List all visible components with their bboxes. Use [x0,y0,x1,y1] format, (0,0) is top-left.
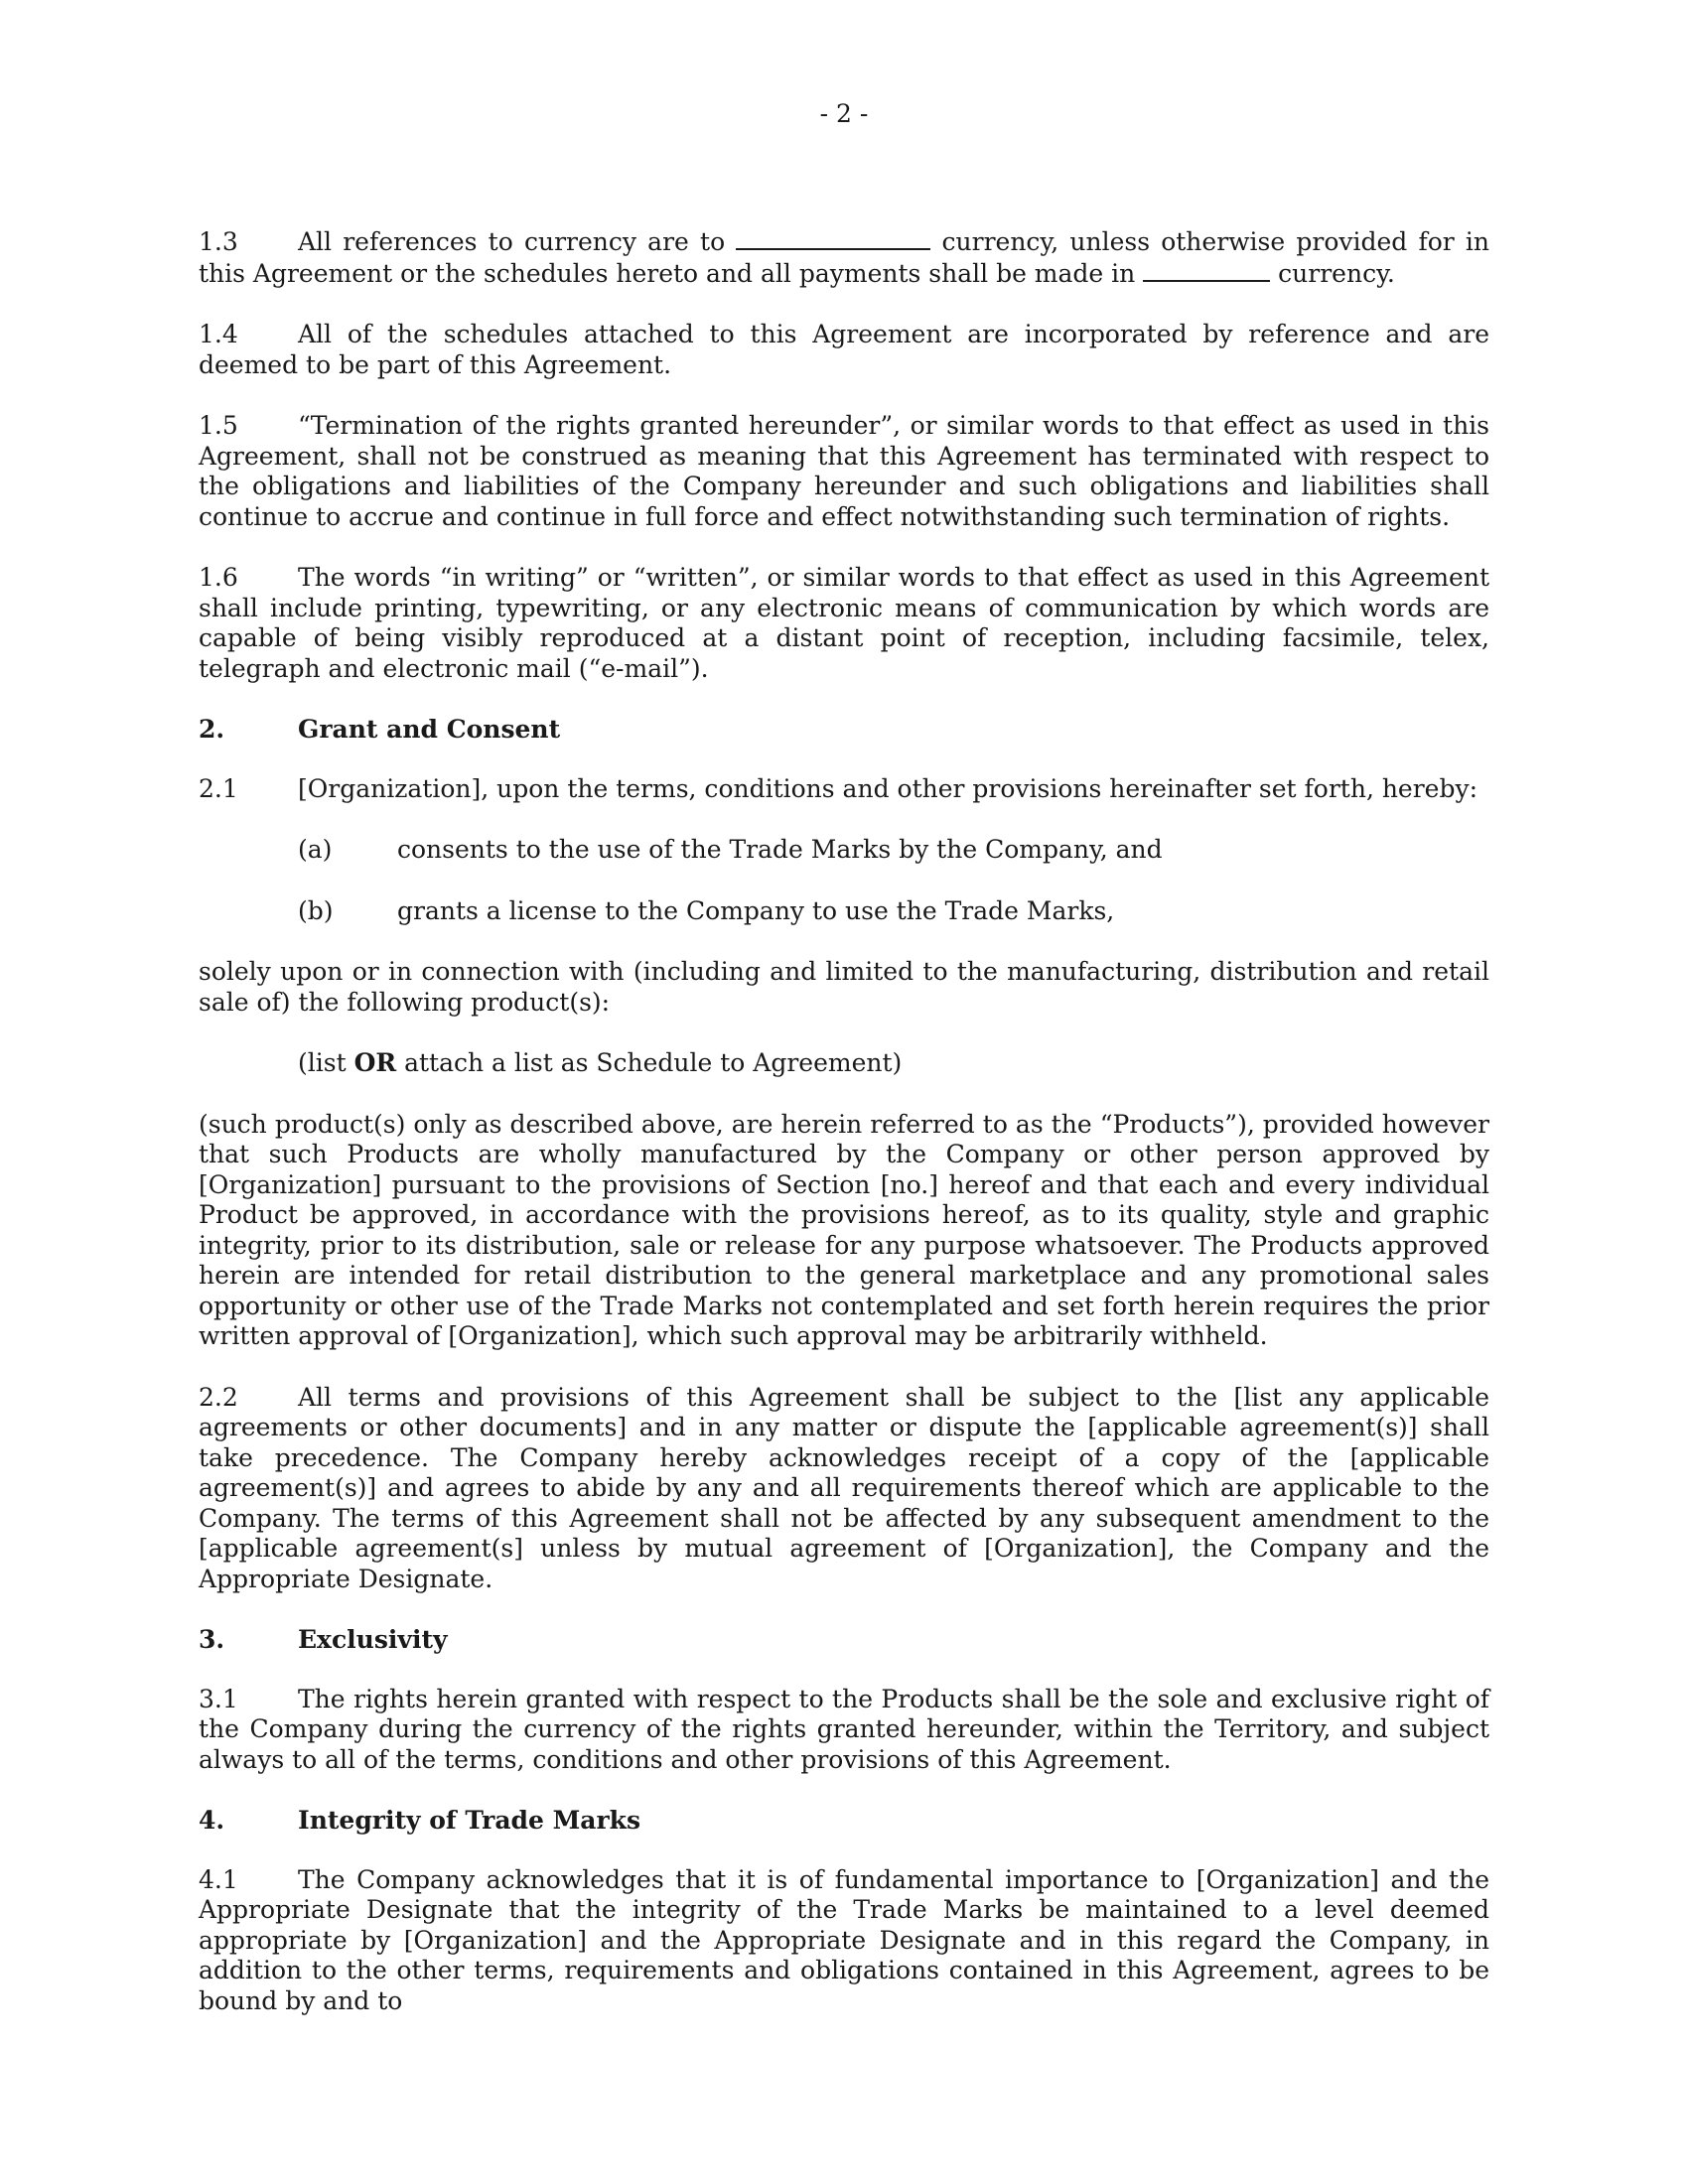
clause-number: 4.1 [199,1864,238,1894]
clause-4-1 [199,1865,1489,2017]
product-list-placeholder: (list OR attach a list as Schedule to Agreement) [298,1048,903,1077]
clause-text: All terms and provisions of this Agreement shall be subject to the [list any applicable agreements or other documents] and in any matter or dispute the [applicable agreement(s)] shall take precedence. The Company hereby acknowledges receipt of a copy of the [applicable agreement(s)] and agrees to abide by any and all requirements thereof which are applicable to the Company. The terms of this Agreement shall not be affected by any subsequent amendment to the [applicable agreement(s] unless by mutual agreement of [Organization], the Company and the Appropriate Designate. [199,1382,1489,1593]
clause-2-1-products: (such product(s) only as described above, are herein referred to as the “Products”), provided however that such Products are wholly manufactured by the Company or other person approved by [Organization] pursuant to the provisions of Section [no.] hereof and that each and every individual Product be approved, in accordance with the provisions hereof, as to its quality, style and graphic integrity, prior to its distribution, sale or release for any purpose whatsoever. The Products approved herein are intended for retail distribution to the general marketplace and any promotional sales opportunity or other use of the Trade Marks not contemplated and set forth herein requires the prior written approval of [Organization], which such approval may be arbitrarily withheld. [199,1109,1489,1350]
document-body [199,226,1489,2047]
clause-text: The Company acknowledges that it is of fundamental importance to [Organization] and the Appropriate Designate that the integrity of the Trade Marks be maintained to a level deemed appropriate by [Organization] and the Appropriate Designate and in this regard the Company, in addition to the other terms, requirements and obligations contained in this Agreement, agrees to be bound by and to [199,1864,1489,2015]
section-heading-3 [199,1625,1489,1656]
section-heading-2 [199,715,1489,746]
section-heading-4 [199,1806,1489,1837]
clause-number: 1.4 [199,320,238,348]
clause-number: 2.1 [199,773,238,803]
clause-number: 3.1 [199,1684,238,1713]
clause-number: 1.6 [199,563,238,592]
item-text: consents to the use of the Trade Marks by the Company, and [397,835,1163,864]
or-emphasis: OR [353,1048,397,1077]
clause-1-5 [199,411,1489,532]
page-number: - 2 - [819,99,869,128]
clause-1-6 [199,563,1489,684]
clause-1-3 [199,226,1489,289]
clause-number: 1.5 [199,411,238,440]
clause-number: 2.2 [199,1382,238,1412]
clause-number: 1.3 [199,227,238,256]
item-label: (a) [298,835,333,864]
section-title: Integrity of Trade Marks [298,1806,641,1835]
clause-2-1-continuation: solely upon or in connection with (including and limited to the manufacturing, distribution and retail sale of) the following product(s): [199,957,1489,1017]
clause-text: All references to currency are to [298,227,726,256]
list-item-a [298,835,1489,866]
section-number: 2. [199,715,225,744]
clause-text: [Organization], upon the terms, conditions and other provisions hereinafter set forth, hereby: [298,773,1478,803]
list-item-b [298,896,1489,927]
item-label: (b) [298,895,334,925]
clause-text: currency. [1278,258,1395,288]
section-title: Exclusivity [298,1625,448,1654]
section-title: Grant and Consent [298,715,561,744]
clause-text: currency, unless otherwise provided for in this Agreement or the schedules hereto and all payments shall be made in [199,227,1490,288]
clause-2-2 [199,1383,1489,1595]
clause-2-1 [199,774,1489,805]
clause-text: The rights herein granted with respect to the Products shall be the sole and exclusive right of the Company during the currency of the rights granted hereunder, within the Territory, and subject always to all of the terms, conditions and other provisions of this Agreement. [199,1684,1489,1774]
clause-text: “Termination of the rights granted hereunder”, or similar words to that effect as used in this Agreement, shall not be construed as meaning that this Agreement has terminated with respect to the obligations and liabilities of the Company hereunder and such obligations and liabilities shall continue to accrue and continue in full force and effect notwithstanding such termination of rights. [199,411,1489,531]
clause-text: All of the schedules attached to this Agreement are incorporated by reference and are deemed to be part of this Agreement. [199,320,1489,379]
currency-blank-2 [1143,258,1270,282]
clause-3-1 [199,1685,1489,1776]
clause-1-4 [199,320,1489,380]
section-number: 3. [199,1625,225,1654]
item-text: grants a license to the Company to use the Trade Marks, [397,895,1115,925]
currency-blank-1 [736,226,930,250]
clause-text: The words “in writing” or “written”, or similar words to that effect as used in this Agreement shall include printing, typewriting, or any electronic means of communication by which words are capable of being visibly reproduced at a distant point of reception, including facsimile, telex, telegraph and electronic mail (“e-mail”). [199,563,1489,683]
section-number: 4. [199,1806,225,1835]
